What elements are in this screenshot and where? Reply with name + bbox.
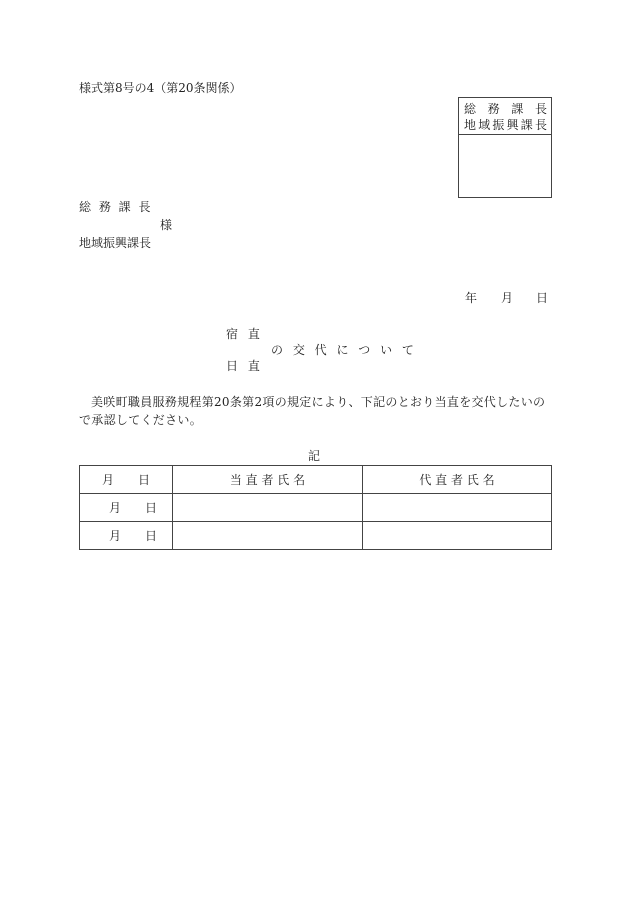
body-text: 美咲町職員服務規程第20条第2項の規定により、下記のとおり当直を交代したいので承認してください。 [79,395,546,427]
approval-title-regional: 地 域 振 興 課 長 [464,118,547,132]
date-year: 年 [465,291,478,305]
subject-suffix: の 交 代 に つ い て [271,343,417,357]
header-duty-person: 当 直 者 氏 名 [173,466,363,494]
row-duty-person[interactable] [173,522,363,550]
subject-day-duty: 日 直 [226,359,263,373]
addressee-regional: 地域振興課長 [79,236,152,250]
date-month: 月 [501,291,514,305]
approval-stamp-box [458,97,552,198]
ki-label: 記 [308,449,321,463]
date-day: 日 [536,291,549,305]
addressee-general-affairs: 総 務 課 長 [79,200,153,214]
header-date: 月 日 [80,466,173,494]
header-substitute-person: 代 直 者 氏 名 [363,466,552,494]
addressee-honorific: 様 [160,218,173,232]
form-number: 様式第8号の4（第20条関係） [79,81,242,95]
subject-night-duty: 宿 直 [226,327,263,341]
table-row [80,494,552,522]
row-substitute-person[interactable] [363,494,552,522]
row-date: 月 日 [80,522,173,550]
row-substitute-person[interactable] [363,522,552,550]
approval-title-general-affairs: 総 務 課 長 [464,102,547,116]
table-row [80,522,552,550]
row-date: 月 日 [80,494,173,522]
row-duty-person[interactable] [173,494,363,522]
approval-box-header [459,98,551,135]
table-header-row [80,466,552,494]
duty-swap-table [79,465,552,550]
